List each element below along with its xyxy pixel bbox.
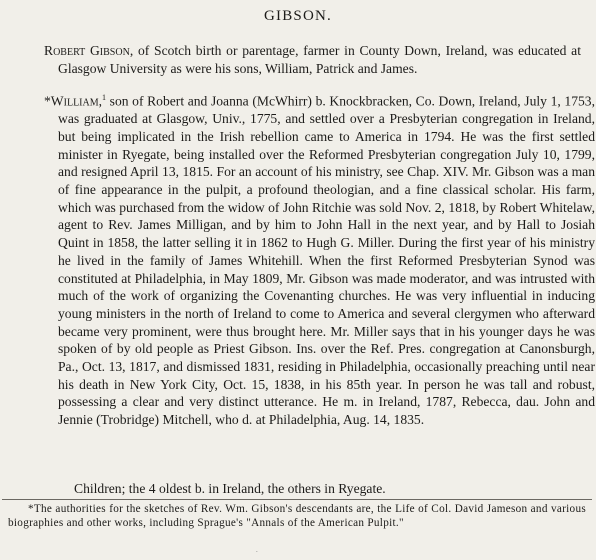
footnote-ref: 1	[102, 93, 107, 102]
entry-william-gibson	[44, 89, 595, 429]
folio-mark: .	[256, 546, 258, 554]
entry-robert-gibson	[44, 42, 581, 77]
entry-text: son of Robert and Joanna (McWhirr) b. Knockbracken, Co. Down, Ireland, July 1, 1753, was graduated at Glasgow, Univ., 1775, and settled over a Presbyterian congregation in Ireland, but being implicated in the Irish rebellion came to America in 1794. He was the first settled minister in Ryegate, being installed over the Reformed Presbyterian congregation July 10, 1799, and resigned April 13, 1815. For an account of his ministry, see Chap. XIV. Mr. Gibson was a man of fine appearance in the pulpit, a profound theologian, and a fine classical scholar. His farm, which was purchased from the widow of John Ritchie was sold Nov. 2, 1818, by Robert Whitelaw, agent to Rev. James Milligan, and by him to John Hall in the next year, and by Hall to Josiah Quint in 1858, the latter selling it in 1862 to Hugh G. Miller. During the first year of his ministry he lived in the family of James Whitehill. When the first Reformed Presbyterian Synod was constituted at Philadelphia, in May 1809, Mr. Gibson was made moderator, and was intrusted with much of the work of organizing the Covenanting churches. He was very influential in inducing young ministers in the north of Ireland to come to America and several clergymen who afterward became very prominent, were thus brought here. Mr. Miller says that in his younger days he was spoken of by old people as Priest Gibson. Ins. over the Ref. Pres. congregation at Canonsburgh, Pa., Oct. 13, 1817, and dismissed 1831, residing in Philadelphia, occasionally preaching until near his death in New York City, Oct. 15, 1838, in his 85th year. In person he was tall and robust, possessing a clear and very distinct utterance. He m. in Ireland, 1787, Rebecca, dau. John and Jennie (Trobridge) Mitchell, who d. at Philadelphia, Aug. 14, 1835.	[58, 93, 595, 428]
page-heading: GIBSON.	[264, 8, 332, 24]
entry-name: Robert Gibson	[44, 43, 130, 58]
entry-text: , of Scotch birth or parentage, farmer in County Down, Ireland, was educated at Glasgow University as were his sons, William, Patrick and James.	[58, 43, 581, 76]
footnote: *The authorities for the sketches of Rev. Wm. Gibson's descendants are, the Life of Col. David Jameson and various biographies and other works, including Sprague's "Annals of the American Pulpit."	[8, 503, 586, 529]
entry-marker: *	[44, 93, 51, 109]
entry-name: William,	[50, 93, 103, 109]
footnote-rule	[2, 499, 592, 500]
children-line: Children; the 4 oldest b. in Ireland, the others in Ryegate.	[74, 481, 386, 496]
